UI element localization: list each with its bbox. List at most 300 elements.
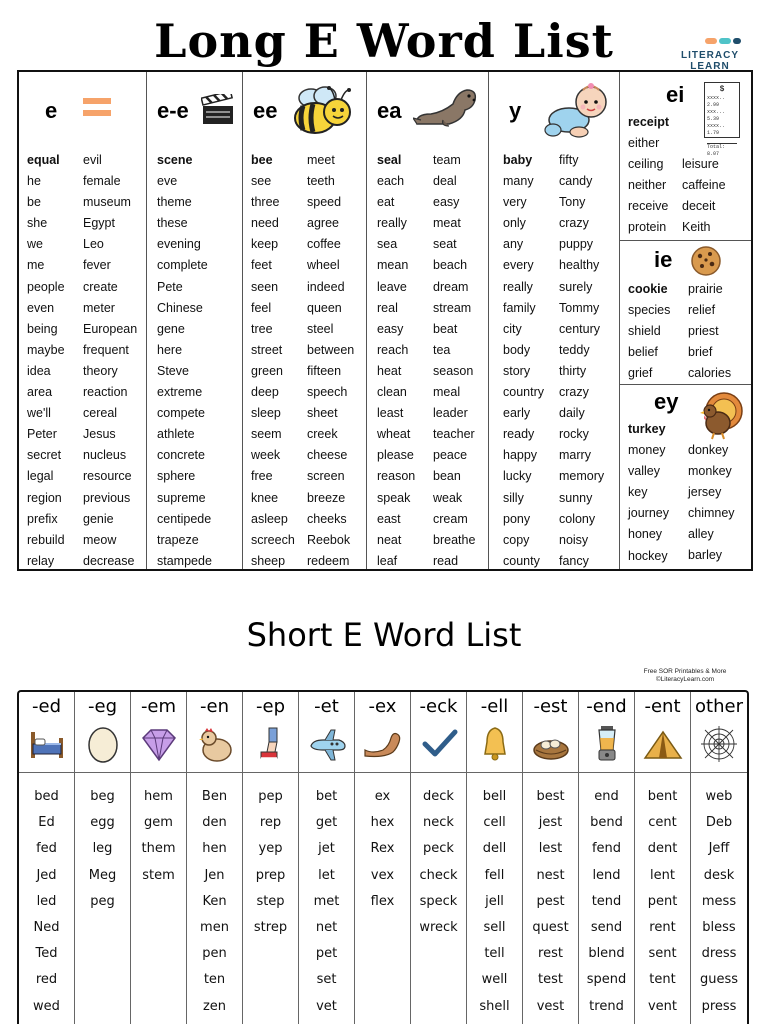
- word: vet: [316, 998, 337, 1014]
- bed-icon: [27, 724, 67, 764]
- column-other: [691, 692, 747, 1024]
- word: reach: [377, 342, 409, 357]
- word-list: [635, 784, 690, 1020]
- word: belief: [628, 345, 658, 360]
- word: any: [503, 237, 524, 252]
- word: area: [27, 385, 53, 400]
- word: trapeze: [157, 532, 199, 547]
- word: centipede: [157, 511, 212, 526]
- word: lest: [538, 841, 563, 857]
- word: pest: [536, 893, 565, 909]
- column-ex: [355, 692, 411, 1024]
- divider: [299, 772, 354, 773]
- word: cereal: [83, 406, 118, 421]
- word: Rex: [370, 841, 395, 857]
- word: rest: [538, 946, 563, 962]
- receipt-line: xxxx.. 2.99: [707, 95, 726, 108]
- word: wheat: [377, 427, 411, 442]
- word: net: [315, 920, 338, 936]
- word: speck: [419, 893, 458, 909]
- divider: [19, 772, 74, 773]
- column-heading: -ex: [368, 696, 397, 717]
- word: [682, 112, 726, 133]
- word: city: [503, 321, 522, 336]
- word-list-left: [628, 279, 670, 384]
- word: early: [503, 406, 531, 421]
- word: hen: [202, 841, 227, 857]
- word: dent: [647, 841, 678, 857]
- word: Pete: [157, 279, 183, 294]
- word: honey: [628, 527, 663, 542]
- word-list: [157, 150, 212, 572]
- word: previous: [83, 490, 131, 505]
- column-heading: -eck: [419, 696, 458, 717]
- word: relief: [688, 303, 716, 318]
- word: ready: [503, 427, 535, 442]
- word: well: [481, 972, 508, 988]
- word: step: [256, 893, 285, 909]
- word: we'll: [27, 406, 51, 421]
- check-icon: [419, 724, 459, 764]
- word: teddy: [559, 342, 590, 357]
- word: lend: [592, 867, 621, 883]
- word: easy: [433, 195, 460, 210]
- section-heading: ei: [666, 82, 685, 107]
- word: bean: [433, 469, 461, 484]
- word-list: [523, 784, 578, 1020]
- word: bell: [482, 789, 507, 804]
- word: really: [503, 279, 533, 294]
- brand-logo: [665, 38, 755, 72]
- word: set: [316, 972, 337, 988]
- tent-icon: [643, 724, 683, 764]
- word: speech: [307, 385, 348, 400]
- section-ie: [620, 240, 751, 384]
- word: Deb: [705, 815, 733, 831]
- word: we: [27, 237, 43, 252]
- word: end: [594, 789, 619, 804]
- word: memory: [559, 469, 605, 484]
- word: bent: [647, 789, 678, 804]
- word: indeed: [307, 279, 345, 294]
- word: Jen: [204, 867, 225, 883]
- web-icon: [699, 724, 739, 764]
- word: men: [200, 920, 229, 936]
- word: here: [157, 342, 183, 357]
- short-title: Short E Word List: [246, 616, 522, 654]
- word: Keith: [682, 220, 711, 235]
- word: tea: [433, 342, 451, 357]
- divider: [187, 772, 242, 773]
- word: nest: [536, 867, 565, 883]
- word-list-right: [83, 150, 137, 572]
- word: hex: [370, 815, 395, 831]
- word: cell: [483, 815, 506, 831]
- word: chimney: [688, 506, 735, 521]
- word: clean: [377, 385, 407, 400]
- word: leaf: [377, 553, 398, 568]
- section-heading: ie: [654, 247, 673, 272]
- column-ent: [635, 692, 691, 1024]
- word: sunny: [559, 490, 593, 505]
- word: neck: [423, 815, 454, 831]
- word: asleep: [251, 511, 288, 526]
- word-list-right: [307, 150, 354, 572]
- word: beach: [433, 258, 468, 273]
- word: blend: [588, 946, 625, 962]
- word: meat: [433, 216, 461, 231]
- word: frequent: [83, 342, 129, 357]
- word: legal: [27, 469, 54, 484]
- column-ea: [367, 72, 489, 569]
- word: let: [318, 867, 335, 883]
- divider: [691, 772, 747, 773]
- section-ei: [620, 72, 751, 240]
- word: European: [83, 321, 138, 336]
- word: Jesus: [83, 427, 116, 442]
- word: theory: [83, 363, 118, 378]
- word: region: [27, 490, 62, 505]
- word: team: [433, 153, 461, 167]
- word: heat: [377, 363, 402, 378]
- word: Meg: [88, 867, 117, 883]
- word: beg: [90, 789, 115, 804]
- word: steel: [307, 321, 334, 336]
- word: led: [36, 893, 57, 909]
- word: [682, 133, 726, 154]
- word: fever: [83, 258, 111, 273]
- word: cookie: [628, 282, 668, 296]
- word: country: [503, 385, 544, 400]
- receipt-total: Total: 8.07: [707, 143, 737, 158]
- word: sphere: [157, 469, 196, 484]
- word: feel: [251, 300, 272, 315]
- section-heading: ey: [654, 389, 679, 414]
- word: species: [628, 303, 671, 318]
- word: every: [503, 258, 534, 273]
- word: ex: [374, 789, 391, 804]
- word-list: [355, 784, 410, 915]
- word: crazy: [559, 216, 589, 231]
- word: redeem: [307, 553, 350, 568]
- word: Egypt: [83, 216, 115, 231]
- word: tell: [484, 946, 505, 962]
- word: decrease: [83, 553, 135, 568]
- word: fell: [484, 867, 505, 883]
- word: hem: [144, 789, 173, 804]
- word: breeze: [307, 490, 346, 505]
- blender-icon: [587, 724, 627, 764]
- word: turkey: [628, 422, 666, 436]
- word: please: [377, 448, 414, 463]
- word: compete: [157, 406, 205, 421]
- word: story: [503, 363, 531, 378]
- column-e-e: [147, 72, 243, 569]
- column-e: [19, 72, 147, 569]
- word: Jed: [36, 867, 57, 883]
- column-heading: e: [45, 98, 58, 123]
- word: Reebok: [307, 532, 351, 547]
- word: Ken: [202, 893, 227, 909]
- word: leader: [433, 406, 468, 421]
- word: mean: [377, 258, 409, 273]
- word: equal: [27, 153, 60, 167]
- divider: [467, 772, 522, 773]
- word: wreck: [419, 920, 458, 936]
- receipt-line: xxx... 5.39: [707, 109, 726, 122]
- word: rent: [649, 920, 676, 936]
- word: many: [503, 174, 534, 189]
- word: sent: [648, 946, 677, 962]
- word: spend: [586, 972, 627, 988]
- word: noisy: [559, 532, 589, 547]
- word: she: [27, 216, 48, 231]
- brand-name: LITERACY LEARN: [681, 50, 739, 72]
- word: web: [705, 789, 733, 804]
- word: pep: [258, 789, 283, 804]
- word-list: [299, 784, 354, 1020]
- short-e-table: [17, 690, 749, 1024]
- divider: [75, 772, 130, 773]
- egg-icon: [83, 724, 123, 764]
- word: caffeine: [682, 178, 726, 193]
- step-icon: [251, 724, 291, 764]
- word-list-left: [628, 112, 669, 239]
- column-heading: -eg: [88, 696, 117, 717]
- credit-line: ©LiteracyLearn.com: [655, 676, 715, 683]
- column-et: [299, 692, 355, 1024]
- divider: [523, 772, 578, 773]
- word: barley: [688, 548, 723, 563]
- long-title: Long E Word List: [154, 14, 614, 68]
- word: pent: [647, 893, 678, 909]
- word: Steve: [157, 363, 189, 378]
- word: real: [377, 300, 398, 315]
- word: rocky: [559, 427, 589, 442]
- column-heading: -est: [533, 696, 568, 717]
- word: sheet: [307, 406, 338, 421]
- word-list: [243, 784, 298, 941]
- word: happy: [503, 448, 538, 463]
- word: yep: [258, 841, 283, 857]
- word: colony: [559, 511, 596, 526]
- baby-icon: [543, 80, 613, 140]
- word: daily: [559, 406, 585, 421]
- word: brief: [688, 345, 713, 360]
- word: deep: [251, 385, 279, 400]
- word: season: [433, 363, 474, 378]
- word: grief: [628, 366, 653, 381]
- word: evening: [157, 237, 201, 252]
- jet-icon: [307, 724, 347, 764]
- word: gene: [157, 321, 185, 336]
- word: agree: [307, 216, 339, 231]
- word: red: [35, 972, 58, 988]
- clapperboard-icon: [201, 94, 235, 126]
- word: bend: [590, 815, 623, 831]
- word: see: [251, 174, 272, 189]
- word: cheese: [307, 448, 348, 463]
- word: between: [307, 342, 355, 357]
- word: sea: [377, 237, 398, 252]
- word: fancy: [559, 553, 589, 568]
- word: desk: [703, 867, 735, 883]
- word: idea: [27, 363, 51, 378]
- word: guess: [699, 972, 739, 988]
- word: each: [377, 174, 405, 189]
- word-list-left: [27, 150, 65, 572]
- word: street: [251, 342, 283, 357]
- word: feet: [251, 258, 272, 273]
- word-list-right: [559, 150, 604, 572]
- word: theme: [157, 195, 192, 210]
- word-list: [75, 784, 130, 915]
- word: meal: [433, 385, 461, 400]
- word: Leo: [83, 237, 104, 252]
- word: read: [433, 553, 459, 568]
- word: seem: [251, 427, 282, 442]
- column-heading: -em: [140, 696, 177, 717]
- word: sell: [483, 920, 506, 936]
- word: keep: [251, 237, 279, 252]
- word: peg: [90, 893, 115, 909]
- word: wed: [33, 998, 60, 1014]
- word: crazy: [559, 385, 589, 400]
- word: Tony: [559, 195, 586, 210]
- column-y: [489, 72, 620, 569]
- column-heading: y: [509, 98, 522, 123]
- word: deck: [423, 789, 454, 804]
- word: maybe: [27, 342, 65, 357]
- word-list-right: [682, 112, 726, 239]
- word: protein: [628, 220, 667, 235]
- word: concrete: [157, 448, 205, 463]
- word: priest: [688, 324, 719, 339]
- word: surely: [559, 279, 593, 294]
- word: rebuild: [27, 532, 65, 547]
- word-list: [187, 784, 242, 1020]
- word: money: [628, 443, 666, 458]
- word: key: [628, 485, 648, 500]
- word: reaction: [83, 385, 128, 400]
- word: extreme: [157, 385, 203, 400]
- word: them: [141, 841, 176, 857]
- word: teacher: [433, 427, 475, 442]
- brand-mark-icon: [705, 38, 745, 46]
- word: nucleus: [83, 448, 127, 463]
- word: gem: [144, 815, 173, 831]
- word: send: [590, 920, 623, 936]
- divider: [355, 772, 410, 773]
- word-list: [467, 784, 522, 1020]
- word: seal: [377, 153, 402, 167]
- word: Jeff: [708, 841, 730, 857]
- word: easy: [377, 321, 404, 336]
- word: need: [251, 216, 279, 231]
- word-list: [579, 784, 634, 1020]
- word: shield: [628, 324, 661, 339]
- word: Ed: [38, 815, 55, 831]
- divider: [131, 772, 186, 773]
- word: sleep: [251, 406, 281, 421]
- word: queen: [307, 300, 342, 315]
- word: fed: [36, 841, 57, 857]
- column-heading: other: [695, 696, 743, 717]
- word: donkey: [688, 443, 729, 457]
- word: fend: [591, 841, 622, 857]
- word: valley: [628, 464, 660, 479]
- word: speak: [377, 490, 411, 505]
- bell-icon: [475, 724, 515, 764]
- word: quest: [532, 920, 569, 936]
- word: check: [419, 867, 458, 883]
- column-en: [187, 692, 243, 1024]
- column-end: [579, 692, 635, 1024]
- word: jet: [318, 841, 335, 857]
- word: speed: [307, 195, 342, 210]
- word: creek: [307, 427, 338, 442]
- word: neat: [377, 532, 402, 547]
- receipt-symbol: $: [719, 85, 725, 94]
- word: tree: [251, 321, 273, 336]
- word: east: [377, 511, 401, 526]
- word: test: [538, 972, 563, 988]
- word: cheeks: [307, 511, 347, 526]
- word: thirty: [559, 363, 587, 378]
- word: eat: [377, 195, 395, 210]
- word: green: [251, 363, 283, 378]
- word-list-left: [628, 419, 669, 567]
- word: coffee: [307, 237, 341, 252]
- column-em: [131, 692, 187, 1024]
- turkey-icon: [696, 389, 744, 441]
- word: supreme: [157, 490, 206, 505]
- word: flex: [370, 893, 395, 909]
- word: very: [503, 195, 527, 210]
- word: beat: [433, 321, 458, 336]
- word: body: [503, 342, 531, 357]
- column-heading: e-e: [157, 98, 189, 123]
- word: eve: [157, 174, 178, 189]
- word: zen: [202, 998, 227, 1014]
- word: weak: [433, 490, 463, 505]
- column-heading: -et: [314, 696, 339, 717]
- word: either: [628, 136, 660, 151]
- word: bed: [34, 789, 59, 804]
- word: bet: [315, 789, 338, 804]
- word: pen: [202, 946, 227, 962]
- word: stream: [433, 300, 472, 315]
- word: jersey: [688, 485, 722, 500]
- column-heading: -ed: [32, 696, 61, 717]
- divider: [243, 772, 298, 773]
- column-ed: [19, 692, 75, 1024]
- word-list-left: [377, 150, 415, 572]
- word: receipt: [628, 115, 669, 129]
- column-heading: -en: [200, 696, 229, 717]
- word: meow: [83, 532, 117, 547]
- word: monkey: [688, 464, 732, 479]
- word: be: [27, 195, 41, 210]
- word: free: [251, 469, 273, 484]
- word: alley: [688, 527, 714, 542]
- cookie-icon: [690, 245, 722, 277]
- column-ell: [467, 692, 523, 1024]
- word: screech: [251, 532, 295, 547]
- credit: [620, 668, 750, 684]
- word: tent: [649, 972, 676, 988]
- word: stampede: [157, 553, 212, 568]
